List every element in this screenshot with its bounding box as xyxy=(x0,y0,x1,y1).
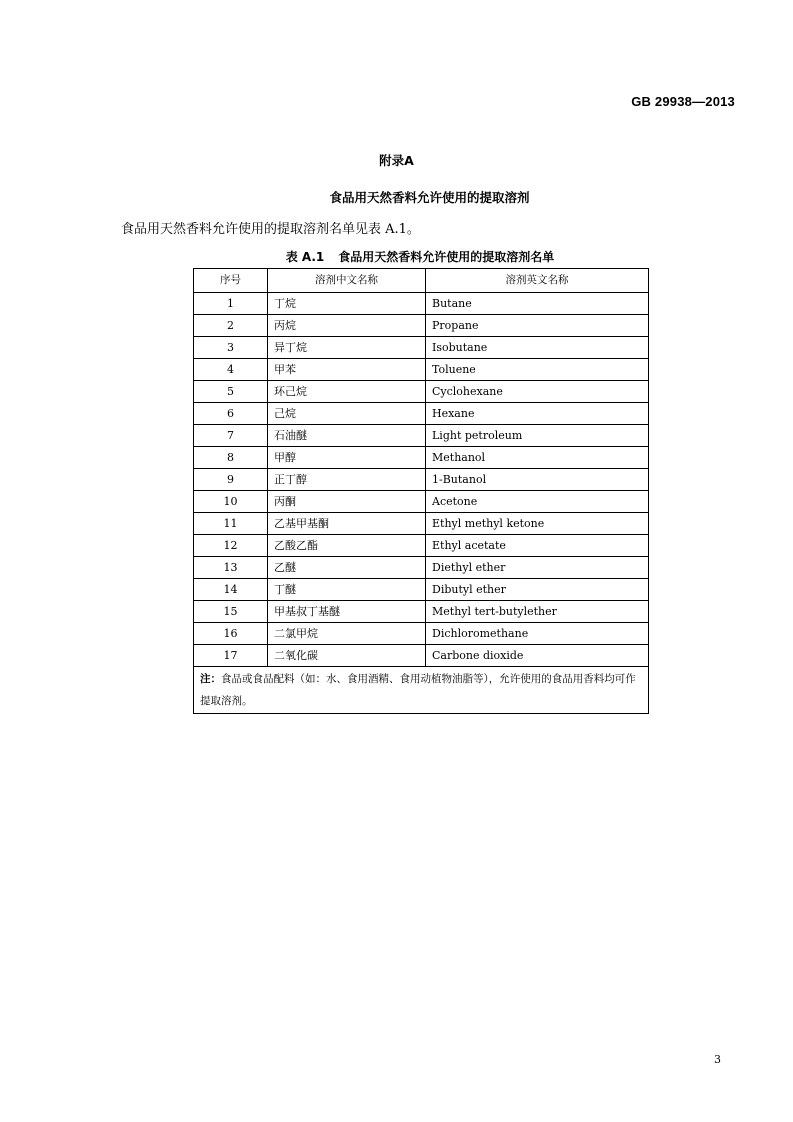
cell-en-name: 1-Butanol xyxy=(426,469,649,491)
table-note xyxy=(194,667,649,714)
cell-en-name: Light petroleum xyxy=(426,425,649,447)
cell-seq: 12 xyxy=(194,535,268,557)
table-row xyxy=(194,403,649,425)
cell-seq: 13 xyxy=(194,557,268,579)
cell-en-name: Diethyl ether xyxy=(426,557,649,579)
cell-en-name: Dichloromethane xyxy=(426,623,649,645)
cell-en-name: Cyclohexane xyxy=(426,381,649,403)
table-row xyxy=(194,293,649,315)
cell-en-name: Butane xyxy=(426,293,649,315)
cell-seq: 10 xyxy=(194,491,268,513)
cell-en-name: Isobutane xyxy=(426,337,649,359)
cell-en-name: Acetone xyxy=(426,491,649,513)
cell-cn-name: 石油醚 xyxy=(268,425,426,447)
cell-seq: 5 xyxy=(194,381,268,403)
standard-number: GB 29938—2013 xyxy=(631,94,735,109)
cell-cn-name: 异丁烷 xyxy=(268,337,426,359)
intro-paragraph: 食品用天然香料允许使用的提取溶剂名单见表 A.1。 xyxy=(121,222,420,237)
cell-en-name: Carbone dioxide xyxy=(426,645,649,667)
cell-en-name: Hexane xyxy=(426,403,649,425)
table-row xyxy=(194,601,649,623)
table-row xyxy=(194,359,649,381)
header-seq: 序号 xyxy=(194,269,268,293)
table-row xyxy=(194,315,649,337)
appendix-title: 食品用天然香料允许使用的提取溶剂 xyxy=(329,190,530,205)
header-en-name: 溶剂英文名称 xyxy=(426,269,649,293)
cell-en-name: Methyl tert-butylether xyxy=(426,601,649,623)
cell-seq: 6 xyxy=(194,403,268,425)
cell-cn-name: 乙酸乙酯 xyxy=(268,535,426,557)
page-number: 3 xyxy=(714,1053,721,1066)
cell-en-name: Propane xyxy=(426,315,649,337)
cell-cn-name: 乙基甲基酮 xyxy=(268,513,426,535)
cell-cn-name: 甲苯 xyxy=(268,359,426,381)
cell-cn-name: 己烷 xyxy=(268,403,426,425)
cell-seq: 7 xyxy=(194,425,268,447)
cell-en-name: Methanol xyxy=(426,447,649,469)
table-row xyxy=(194,623,649,645)
table-caption-number: 表 A.1 xyxy=(285,250,325,264)
header-cn-name: 溶剂中文名称 xyxy=(268,269,426,293)
table-row xyxy=(194,491,649,513)
cell-cn-name: 丙酮 xyxy=(268,491,426,513)
table-note-row xyxy=(194,667,649,714)
table-note-text: 食品或食品配料（如：水、食用酒精、食用动植物油脂等），允许使用的食品用香料均可作提取溶剂。 xyxy=(200,673,636,707)
cell-seq: 1 xyxy=(194,293,268,315)
table-note-label: 注： xyxy=(200,673,221,685)
cell-seq: 11 xyxy=(194,513,268,535)
cell-seq: 15 xyxy=(194,601,268,623)
cell-cn-name: 丙烷 xyxy=(268,315,426,337)
cell-cn-name: 乙醚 xyxy=(268,557,426,579)
table-row xyxy=(194,381,649,403)
cell-en-name: Ethyl methyl ketone xyxy=(426,513,649,535)
table-row xyxy=(194,513,649,535)
cell-cn-name: 甲基叔丁基醚 xyxy=(268,601,426,623)
cell-en-name: Ethyl acetate xyxy=(426,535,649,557)
cell-seq: 8 xyxy=(194,447,268,469)
cell-cn-name: 丁烷 xyxy=(268,293,426,315)
table-row xyxy=(194,535,649,557)
table-row xyxy=(194,425,649,447)
cell-cn-name: 丁醚 xyxy=(268,579,426,601)
cell-cn-name: 二氯甲烷 xyxy=(268,623,426,645)
appendix-label: 附录A xyxy=(379,153,414,168)
table-row xyxy=(194,469,649,491)
cell-seq: 4 xyxy=(194,359,268,381)
table-row xyxy=(194,337,649,359)
cell-seq: 17 xyxy=(194,645,268,667)
table-row xyxy=(194,447,649,469)
table-caption-title: 食品用天然香料允许使用的提取溶剂名单 xyxy=(338,250,555,264)
cell-cn-name: 环己烷 xyxy=(268,381,426,403)
solvent-table xyxy=(193,268,649,714)
cell-seq: 3 xyxy=(194,337,268,359)
cell-seq: 9 xyxy=(194,469,268,491)
table-row xyxy=(194,557,649,579)
cell-cn-name: 甲醇 xyxy=(268,447,426,469)
cell-seq: 14 xyxy=(194,579,268,601)
table-caption xyxy=(0,248,793,265)
cell-seq: 16 xyxy=(194,623,268,645)
cell-cn-name: 二氧化碳 xyxy=(268,645,426,667)
cell-en-name: Toluene xyxy=(426,359,649,381)
table-row xyxy=(194,579,649,601)
cell-cn-name: 正丁醇 xyxy=(268,469,426,491)
table-row xyxy=(194,645,649,667)
cell-seq: 2 xyxy=(194,315,268,337)
table-header-row xyxy=(194,269,649,293)
cell-en-name: Dibutyl ether xyxy=(426,579,649,601)
